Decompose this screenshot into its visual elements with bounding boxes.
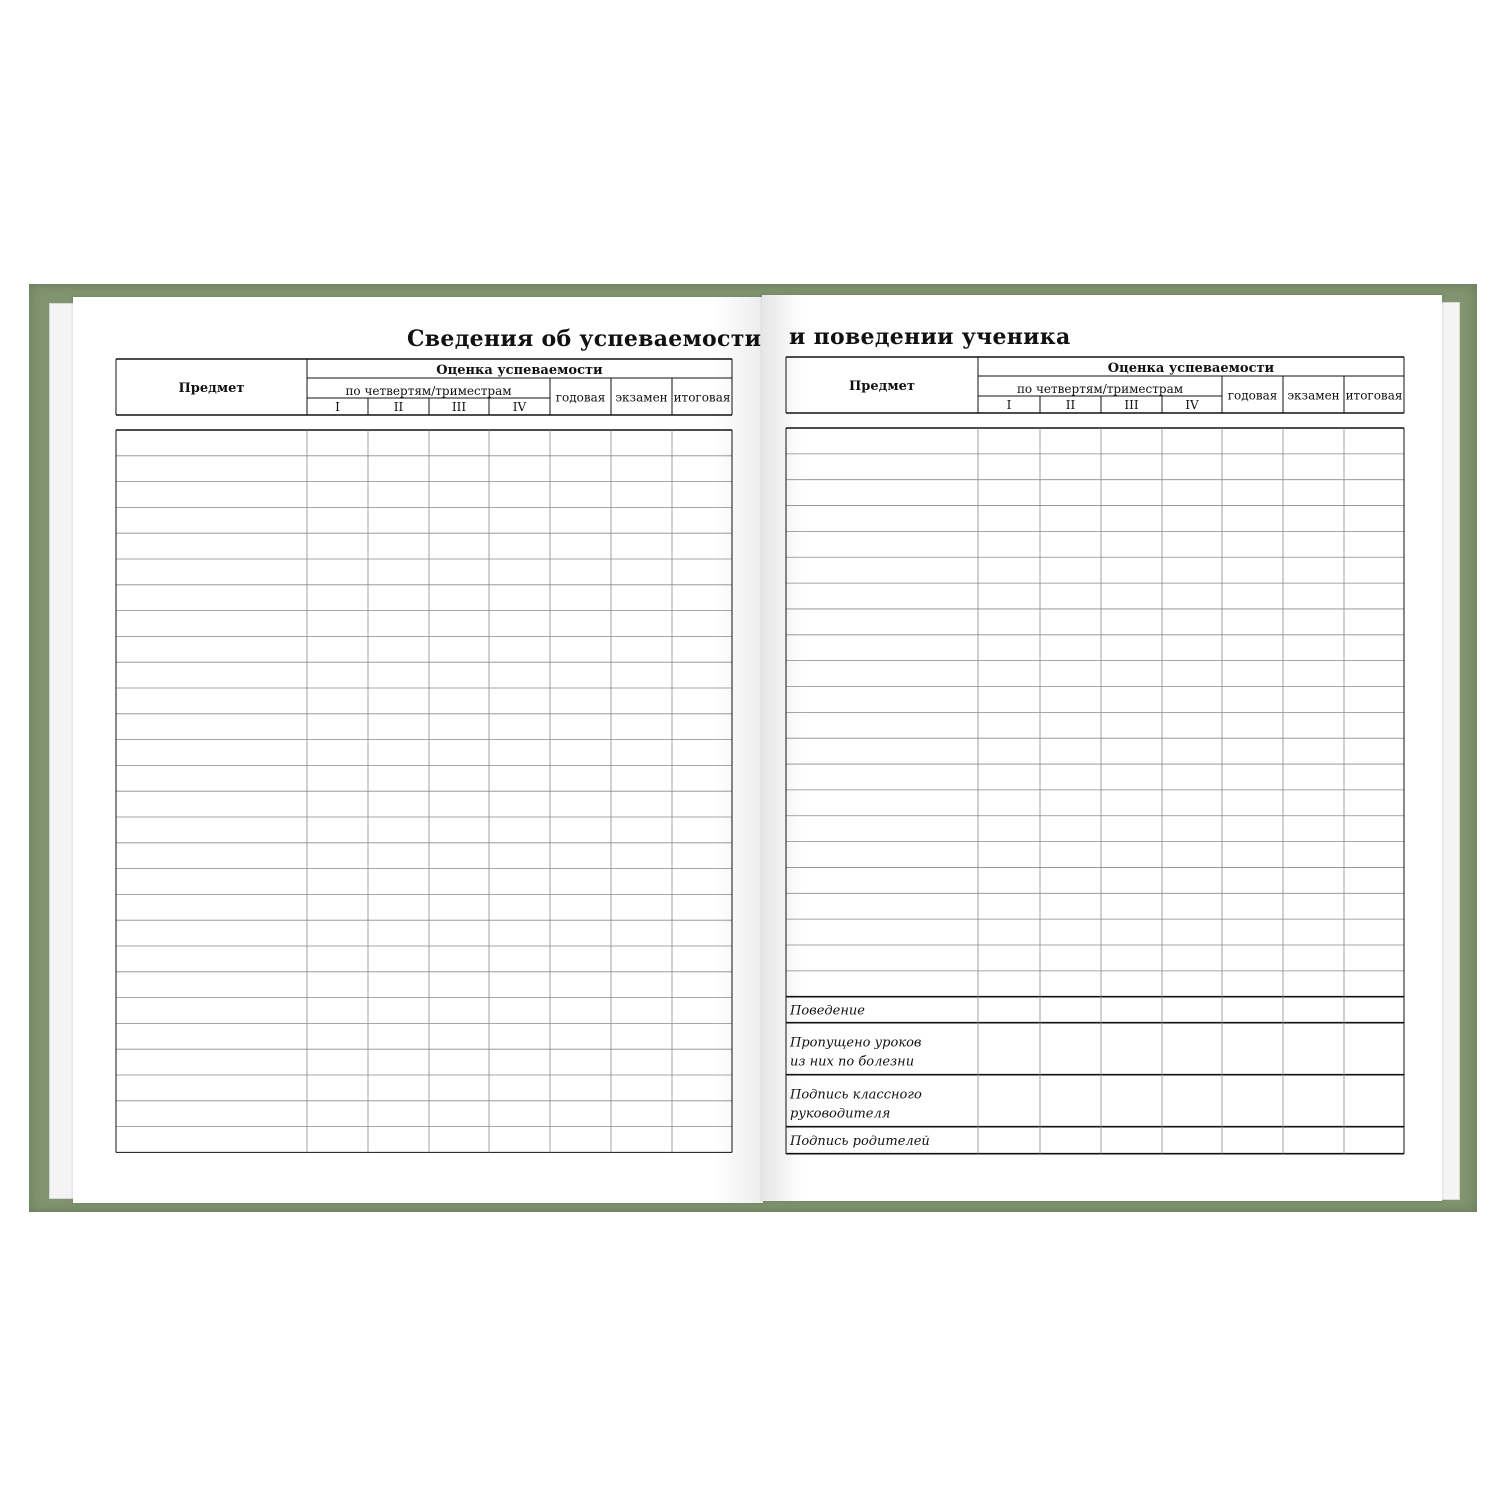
right-page-title: и поведении ученика (789, 324, 1071, 350)
header-final: итоговая (1345, 388, 1403, 403)
header-subject: Предмет (849, 379, 915, 394)
footer-row-label: руководителя (790, 1106, 891, 1122)
header-grade-title: Оценка успеваемости (436, 363, 603, 378)
header-quarter-2: II (1065, 398, 1076, 412)
header-annual: годовая (555, 390, 606, 405)
footer-row-label: Подпись классного (790, 1087, 922, 1103)
header-grade-title: Оценка успеваемости (1107, 361, 1275, 376)
header-quarter-3: III (1124, 398, 1139, 412)
header-subject: Предмет (178, 381, 245, 396)
footer-row-label: Подпись родителей (790, 1134, 930, 1150)
header-quarters-label: по четвертям/триместрам (345, 384, 512, 398)
header-annual: годовая (1227, 388, 1278, 403)
footer-row-label: Поведение (790, 1003, 865, 1019)
footer-row-label: Пропущено уроков (790, 1035, 922, 1051)
header-quarter-4: IV (512, 400, 527, 414)
header-final: итоговая (673, 390, 731, 405)
header-quarters-label: по четвертям/триместрам (1016, 382, 1184, 396)
header-quarter-3: III (451, 400, 467, 414)
header-exam: экзамен (1287, 388, 1340, 403)
header-quarter-1: I (335, 400, 340, 414)
header-quarter-4: IV (1185, 398, 1199, 412)
left-page-title: Сведения об успеваемости (407, 326, 762, 352)
header-quarter-2: II (393, 400, 404, 414)
header-exam: экзамен (615, 390, 668, 405)
header-quarter-1: I (1006, 398, 1012, 412)
footer-row-label: из них по болезни (790, 1054, 915, 1070)
